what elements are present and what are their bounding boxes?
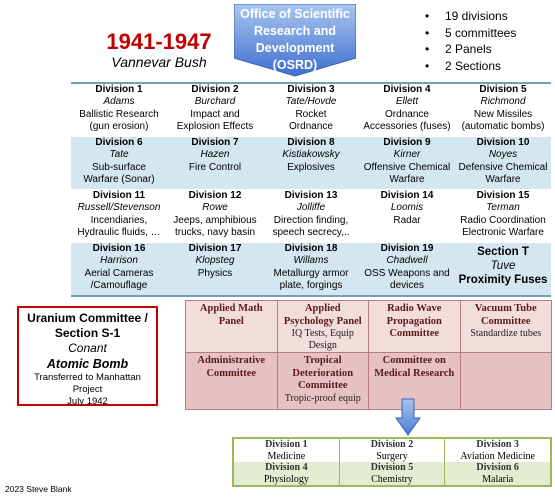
division-cell	[71, 243, 167, 297]
division-desc: Rocket	[295, 108, 327, 120]
division-desc: Explosives	[287, 161, 335, 173]
division-desc: Accessories (fuses)	[363, 120, 451, 132]
division-desc: Direction finding,	[273, 214, 349, 226]
down-arrow-icon	[395, 398, 421, 436]
division-desc: speech secrecy,..	[272, 226, 350, 238]
committee-cell	[277, 353, 369, 410]
division-desc: Fire Control	[188, 161, 242, 173]
division-desc: Impact and	[190, 108, 240, 120]
division-desc: /Camouflage	[90, 279, 148, 291]
copyright-credit: 2023 Steve Blank	[5, 484, 72, 494]
division-desc: New Missiles	[473, 108, 533, 120]
committee-desc: Standardize tubes	[470, 328, 542, 339]
medical-row	[233, 462, 551, 486]
division-leader: Tuve	[490, 260, 516, 272]
division-desc: Ordnance	[385, 108, 429, 120]
medical-division-name: Division 1	[265, 439, 308, 450]
division-desc: Physics	[197, 267, 233, 279]
years-title: 1941-1947	[106, 29, 212, 54]
division-name: Division 11	[92, 190, 146, 201]
committee-row	[186, 301, 552, 353]
osrd-line: Office of Scientific	[240, 7, 350, 21]
division-name: Division 7	[191, 137, 239, 148]
committee-name: Vacuum Tube Committee	[474, 303, 537, 327]
division-name: Division 10	[476, 137, 530, 148]
committee-desc: IQ Tests, Equip Design	[291, 328, 354, 351]
committee-name: Tropical Deterioration Committee	[292, 355, 354, 391]
division-leader: Loomis	[390, 202, 424, 214]
osrd-title	[234, 6, 356, 74]
committee-name: Applied Psychology Panel	[283, 303, 362, 327]
summary-item: • 2 Panels	[417, 41, 516, 58]
division-leader: Noyes	[488, 149, 518, 161]
summary-item: • 19 divisions	[417, 8, 516, 25]
division-name: Division 19	[380, 243, 434, 254]
division-row	[71, 137, 551, 190]
division-name: Division 5	[479, 84, 527, 95]
committee-name: Applied Math Panel	[199, 303, 263, 327]
medical-division-name: Division 5	[370, 462, 414, 473]
division-desc: Incendiaries,	[90, 214, 148, 226]
division-desc: Sub-surface	[92, 161, 146, 173]
medical-cell	[445, 438, 551, 462]
division-desc: (gun erosion)	[89, 120, 149, 132]
division-cell	[167, 190, 263, 243]
division-name: Division 16	[92, 243, 146, 254]
committee-cell	[277, 301, 369, 353]
committee-cell	[460, 301, 552, 353]
uranium-bomb: Atomic Bomb	[46, 357, 129, 371]
division-cell	[263, 190, 359, 243]
division-cell	[263, 243, 359, 297]
division-cell	[167, 83, 263, 137]
division-desc: Warfare	[389, 173, 425, 185]
division-name: Division 8	[287, 137, 335, 148]
division-leader: Tate/Hovde	[285, 96, 337, 108]
medical-division-name: Division 4	[265, 462, 308, 473]
osrd-line: Research and	[254, 24, 336, 38]
division-name: Division 4	[383, 84, 431, 95]
division-desc: Ballistic Research	[79, 108, 159, 120]
division-leader: Willams	[293, 255, 329, 267]
section-t-cell	[455, 243, 551, 297]
medical-division-name: Division 6	[476, 462, 519, 473]
division-desc: Warfare (Sonar)	[83, 173, 155, 185]
committee-row	[186, 353, 552, 410]
uranium-title: Section S-1	[54, 326, 121, 340]
division-cell	[455, 137, 551, 190]
division-name: Division 13	[284, 190, 338, 201]
division-cell	[263, 83, 359, 137]
division-name: Division 9	[383, 137, 431, 148]
division-desc: Radio Coordination	[460, 214, 546, 226]
division-leader: Hazen	[200, 149, 230, 161]
division-desc: Offensive Chemical	[363, 161, 451, 173]
committee-name: Committee on Medical Research	[374, 355, 455, 379]
committee-cell-empty	[460, 353, 552, 410]
division-leader: Russell/Stevenson	[77, 202, 161, 214]
division-desc: devices	[390, 279, 424, 291]
division-desc: trucks, navy basin	[174, 226, 256, 238]
division-leader: Rowe	[202, 202, 228, 214]
summary-item: • 5 committees	[417, 25, 516, 42]
division-leader: Kirner	[393, 149, 421, 161]
medical-division-desc: Malaria	[482, 473, 514, 485]
osrd-box	[234, 4, 356, 74]
medical-cell	[339, 438, 445, 462]
medical-division-desc: Physiology	[263, 473, 309, 485]
uranium-leader: Conant	[68, 341, 107, 355]
division-desc: Jeeps, amphibious	[173, 214, 257, 226]
uranium-note: July 1942	[67, 396, 108, 407]
division-row	[71, 190, 551, 243]
division-desc: Metallurgy armor	[273, 267, 349, 279]
medical-division-desc: Aviation Medicine	[460, 450, 535, 462]
summary-item: • 2 Sections	[417, 58, 516, 75]
uranium-committee-box	[17, 306, 158, 406]
division-grid	[71, 82, 551, 297]
division-leader: Burchard	[194, 96, 236, 108]
summary-list	[417, 8, 516, 74]
medical-division-desc: Surgery	[376, 450, 408, 462]
division-name: Division 15	[476, 190, 530, 201]
division-leader: Klopsteg	[195, 255, 235, 267]
division-desc: Proximity Fuses	[458, 274, 548, 286]
division-cell	[71, 190, 167, 243]
division-desc: Radar	[393, 214, 421, 226]
division-cell	[167, 243, 263, 297]
division-cell	[359, 190, 455, 243]
division-desc: plate, forgings	[279, 279, 343, 291]
division-row	[71, 243, 551, 297]
division-leader: Richmond	[480, 96, 526, 108]
division-leader: Tate	[109, 149, 129, 161]
division-cell	[455, 190, 551, 243]
medical-division-name: Division 2	[370, 439, 414, 450]
division-name: Division 17	[188, 243, 242, 254]
committee-cell	[186, 353, 278, 410]
uranium-note: Transferred to Manhattan Project	[34, 372, 141, 395]
division-name: Division 1	[95, 84, 143, 95]
committee-name: Radio Wave Propagation Committee	[386, 303, 442, 339]
committee-grid	[185, 300, 552, 410]
division-leader: Ellett	[395, 96, 419, 108]
division-row	[71, 83, 551, 137]
division-leader: Jolliffe	[296, 202, 326, 214]
division-name: Division 3	[287, 84, 335, 95]
medical-cell	[233, 462, 339, 486]
division-name: Division 18	[284, 243, 338, 254]
division-name: Division 12	[188, 190, 242, 201]
medical-cell	[233, 438, 339, 462]
division-cell	[359, 137, 455, 190]
medical-division-desc: Chemistry	[371, 473, 413, 485]
division-desc: Electronic Warfare	[462, 226, 544, 238]
division-leader: Adams	[103, 96, 135, 108]
osrd-line: Development	[255, 41, 335, 55]
leader-name: Vannevar Bush	[111, 54, 207, 70]
committee-desc: Tropic-proof equip	[284, 392, 361, 404]
division-desc: OSS Weapons and	[364, 267, 450, 279]
division-name: Division 6	[95, 137, 143, 148]
division-cell	[359, 83, 455, 137]
division-desc: Defensive Chemical	[458, 161, 548, 173]
division-leader: Harrison	[100, 255, 138, 267]
committee-cell	[369, 301, 461, 353]
division-leader: Chadwell	[386, 255, 428, 267]
division-desc: Explosion Effects	[176, 120, 254, 132]
division-name: Section T	[477, 246, 529, 258]
medical-division-grid	[232, 437, 552, 487]
division-desc: Ordnance	[289, 120, 333, 132]
medical-row	[233, 438, 551, 462]
medical-division-desc: Medicine	[267, 450, 306, 462]
medical-cell	[445, 462, 551, 486]
committee-cell	[186, 301, 278, 353]
osrd-line: (OSRD)	[272, 58, 318, 72]
division-desc: Aerial Cameras	[84, 267, 154, 279]
division-desc: (automatic bombs)	[461, 120, 545, 132]
division-desc: Warfare	[485, 173, 521, 185]
division-cell	[359, 243, 455, 297]
medical-cell	[339, 462, 445, 486]
division-name: Division 2	[191, 84, 239, 95]
division-leader: Terman	[486, 202, 520, 214]
division-desc: Hydraulic fluids, …	[77, 226, 161, 238]
division-cell	[71, 137, 167, 190]
division-name: Division 14	[380, 190, 434, 201]
division-cell	[455, 83, 551, 137]
division-cell	[167, 137, 263, 190]
uranium-title: Uranium Committee /	[27, 311, 148, 325]
division-leader: Kistiakowsky	[282, 149, 340, 161]
committee-name: Administrative Committee	[197, 355, 266, 379]
division-cell	[71, 83, 167, 137]
division-cell	[263, 137, 359, 190]
medical-division-name: Division 3	[476, 439, 519, 450]
